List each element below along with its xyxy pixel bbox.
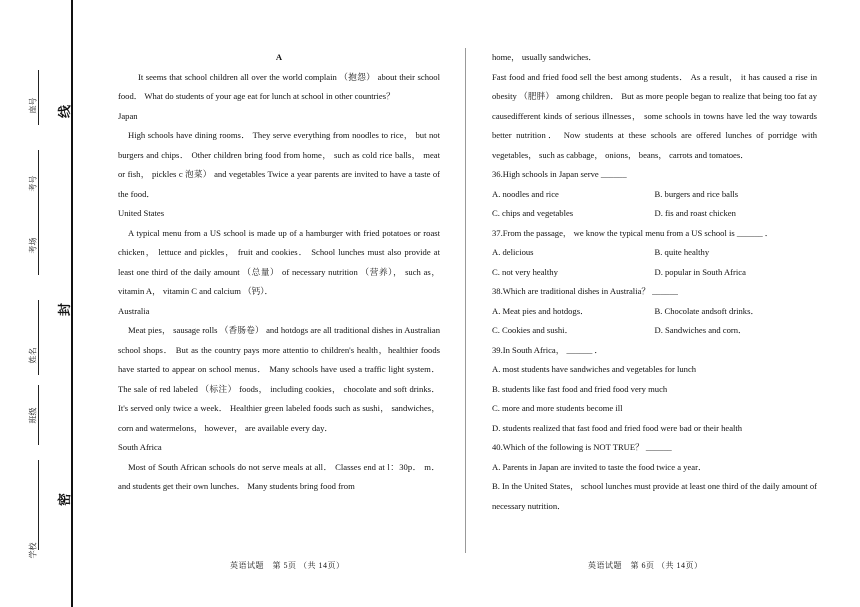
binding-margin — [0, 0, 72, 607]
passage-intro: It seems that school children all over the world complain （抱怨） about their school food． What do students of your age eat for lunch at school in other countries？ — [118, 71, 440, 101]
option: B. In the United States， school lunches must provide at least one third of the daily amount of necessary nutrition． — [492, 481, 817, 511]
seal-seal-char: 封 — [57, 302, 73, 317]
question-39: 39.In South Africa， ______ ． — [492, 344, 603, 355]
paragraph-us: A typical menu from a US school is made up of a hamburger with fried potatoes or roast chicken， lettuce and pickles， fruit and cookies． School lunches must also provide at least one third of the daily amount （总量） of necessary nutrition （营养）， such as， vitamin A， vitamin C and calcium （钙）． — [118, 227, 440, 296]
label-exam-number: 考号 — [28, 175, 38, 192]
option: C. more and more students become ill — [492, 403, 623, 413]
paragraph-australia: Meat pies， sausage rolls （香肠卷） and hotdogs are all traditional dishes in Australian school shops． But as the country pays more attentio to children's health，healthier foods have started to appear on school menus． Many schools have used a traffic light system． The sale of red labeled （标注） foods， including cookies， chocolate and soft drinks． It's served only twice a week． Healthier green labeled foods such as sushi， sandwiches， corn and watermelons， however， are available every day． — [118, 325, 440, 433]
right-page — [492, 48, 817, 516]
option: C. Cookies and sushi． — [492, 325, 574, 335]
option: B. quite healthy — [654, 247, 710, 257]
question-40: 40.Which of the following is NOT TRUE？ ______ — [492, 442, 672, 452]
option: B. Chocolate andsoft drinks． — [654, 305, 760, 316]
label-name: 姓名 — [28, 347, 38, 364]
section-heading-us: United States — [118, 208, 165, 218]
paragraph-japan: High schools have dining rooms． They serve everything from noodles to rice， but not burgers and chips． Other children bring food from home， such as cold rice balls， meat or fish， pickles c 泡菜） and vegetables Twice a year parents are invited to have a taste of the food． — [118, 130, 440, 199]
option: A. noodles and rice — [492, 188, 559, 199]
question-38: 38.Which are traditional dishes in Australia？ ______ — [492, 286, 678, 296]
seal-secret-char: 密 — [57, 492, 73, 507]
blank-line — [38, 300, 39, 375]
option: A. Meat pies and hotdogs． — [492, 305, 589, 316]
seal-line-char: 线 — [57, 104, 73, 119]
paragraph-continued: home， usually sandwiches． — [492, 52, 598, 62]
option: B. students like fast food and fried food very much — [492, 383, 668, 394]
options-row — [492, 321, 817, 341]
label-exam-room: 考场 — [28, 237, 38, 254]
paragraph-south-africa: Most of South African schools do not serve meals at all． Classes end at l：30p． m． and students get their own lunches． Many students bring food from — [118, 461, 440, 491]
label-school: 学校 — [28, 542, 38, 559]
options-row — [492, 263, 817, 283]
option: D. students realized that fast food and fried food were bad or their health — [492, 422, 743, 433]
section-heading-japan: Japan — [118, 110, 138, 121]
options-row — [492, 185, 817, 205]
option: C. chips and vegetables — [492, 208, 574, 218]
options-row — [492, 243, 817, 263]
section-heading-australia: Australia — [118, 305, 150, 316]
option: A. delicious — [492, 247, 534, 257]
paragraph-fast-food: Fast food and fried food sell the best among students． As a result， it has caused a rise in obesity （肥胖） among children． But as more people began to realize that being too fat ay causedifferent kinds of serious illnesses， some schools in towns have led the way towards better nutrition． Now students at these schools are offered lunches of porridge with vegetables， such as cabbage， onions， beans， carrots and tomatoes． — [492, 71, 817, 160]
options-row — [492, 302, 817, 322]
question-37: 37.From the passage， we know the typical menu from a US school is ______ ． — [492, 227, 774, 238]
option: C. not very healthy — [492, 266, 558, 277]
option: D. Sandwiches and corn． — [654, 325, 747, 335]
page-footer-left: 英语试题 第 5页 （共 14页） — [230, 561, 345, 570]
passage-title: A — [275, 52, 283, 62]
section-heading-south-africa: South Africa — [118, 442, 162, 452]
option: A. most students have sandwiches and vegetables for lunch — [492, 364, 697, 374]
page-footer-right: 英语试题 第 6页 （共 14页） — [588, 561, 703, 570]
column-divider — [465, 48, 466, 553]
option: B. burgers and rice balls — [654, 188, 739, 199]
option: D. fis and roast chicken — [654, 208, 736, 218]
question-36: 36.High schools in Japan serve ______ — [492, 169, 627, 179]
options-row — [492, 204, 817, 224]
option: A. Parents in Japan are invited to taste the food twice a year． — [492, 461, 707, 472]
label-class: 班级 — [28, 407, 38, 424]
blank-line — [38, 460, 39, 550]
option: D. popular in South Africa — [654, 266, 746, 277]
left-page — [118, 0, 440, 497]
label-seat: 座号 — [28, 97, 38, 114]
